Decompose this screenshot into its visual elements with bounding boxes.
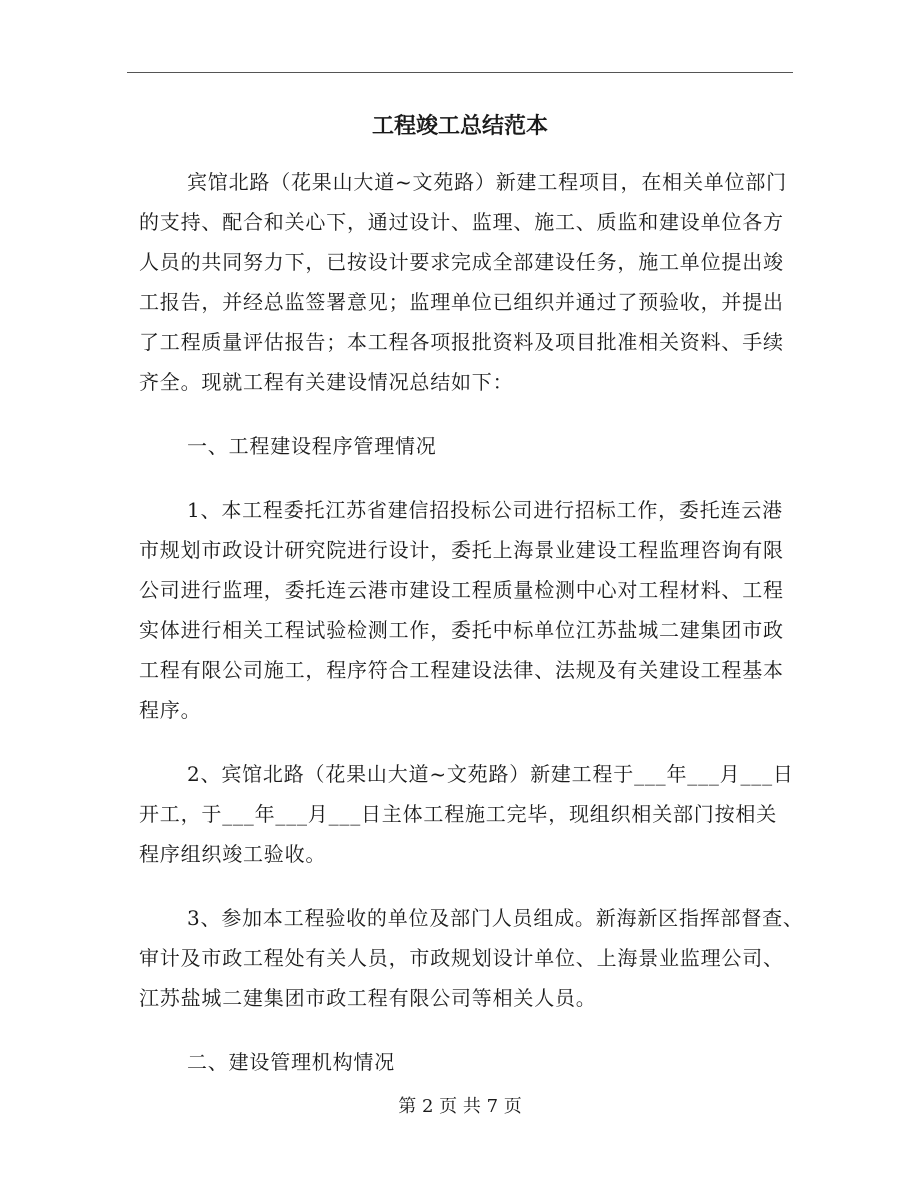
paragraph — [139, 898, 804, 1018]
paragraph-line: 一、工程建设程序管理情况 — [187, 434, 437, 458]
paragraph-line: 了工程质量评估报告；本工程各项报批资料及项目批准相关资料、手续 — [139, 330, 784, 354]
paragraph-line: 宾馆北路（花果山大道~文苑路）新建工程项目，在相关单位部门 — [187, 170, 787, 194]
paragraph-line: 1、本工程委托江苏省建信招投标公司进行招标工作，委托连云港 — [187, 498, 783, 522]
paragraph-line: 审计及市政工程处有关人员，市政规划设计单位、上海景业监理公司、 — [139, 946, 784, 970]
page-number-footer: 第 2 页 共 7 页 — [398, 1096, 522, 1117]
paragraph-line: 人员的共同努力下，已按设计要求完成全部建设任务，施工单位提出竣 — [139, 250, 784, 274]
paragraph — [139, 1042, 799, 1082]
paragraph-line: 开工，于___年___月___日主体工程施工完毕，现组织相关部门按相关 — [139, 802, 777, 826]
paragraph-line: 工程有限公司施工，程序符合工程建设法律、法规及有关建设工程基本 — [139, 658, 784, 682]
paragraph — [139, 426, 799, 466]
paragraph — [139, 162, 799, 402]
paragraph — [139, 490, 799, 730]
paragraph-line: 实体进行相关工程试验检测工作，委托中标单位江苏盐城二建集团市政 — [139, 618, 784, 642]
paragraph-line: 程序组织竣工验收。 — [139, 842, 327, 866]
paragraph — [139, 754, 799, 874]
paragraph-line: 江苏盐城二建集团市政工程有限公司等相关人员。 — [139, 986, 597, 1010]
paragraph-line: 公司进行监理，委托连云港市建设工程质量检测中心对工程材料、工程 — [139, 578, 784, 602]
paragraph-line: 齐全。现就工程有关建设情况总结如下： — [139, 370, 514, 394]
header-rule — [127, 72, 793, 73]
paragraph-line: 的支持、配合和关心下，通过设计、监理、施工、质监和建设单位各方 — [139, 210, 784, 234]
document-body — [139, 162, 804, 1106]
paragraph-line: 3、参加本工程验收的单位及部门人员组成。新海新区指挥部督查、 — [187, 906, 804, 930]
paragraph-line: 二、建设管理机构情况 — [187, 1050, 395, 1074]
paragraph-line: 工报告，并经总监签署意见；监理单位已组织并通过了预验收，并提出 — [139, 290, 784, 314]
document-title: 工程竣工总结范本 — [371, 113, 548, 139]
paragraph-line: 程序。 — [139, 698, 202, 722]
paragraph-line: 2、宾馆北路（花果山大道~文苑路）新建工程于___年___月___日 — [187, 762, 794, 786]
paragraph-line: 市规划市政设计研究院进行设计，委托上海景业建设工程监理咨询有限 — [139, 538, 784, 562]
